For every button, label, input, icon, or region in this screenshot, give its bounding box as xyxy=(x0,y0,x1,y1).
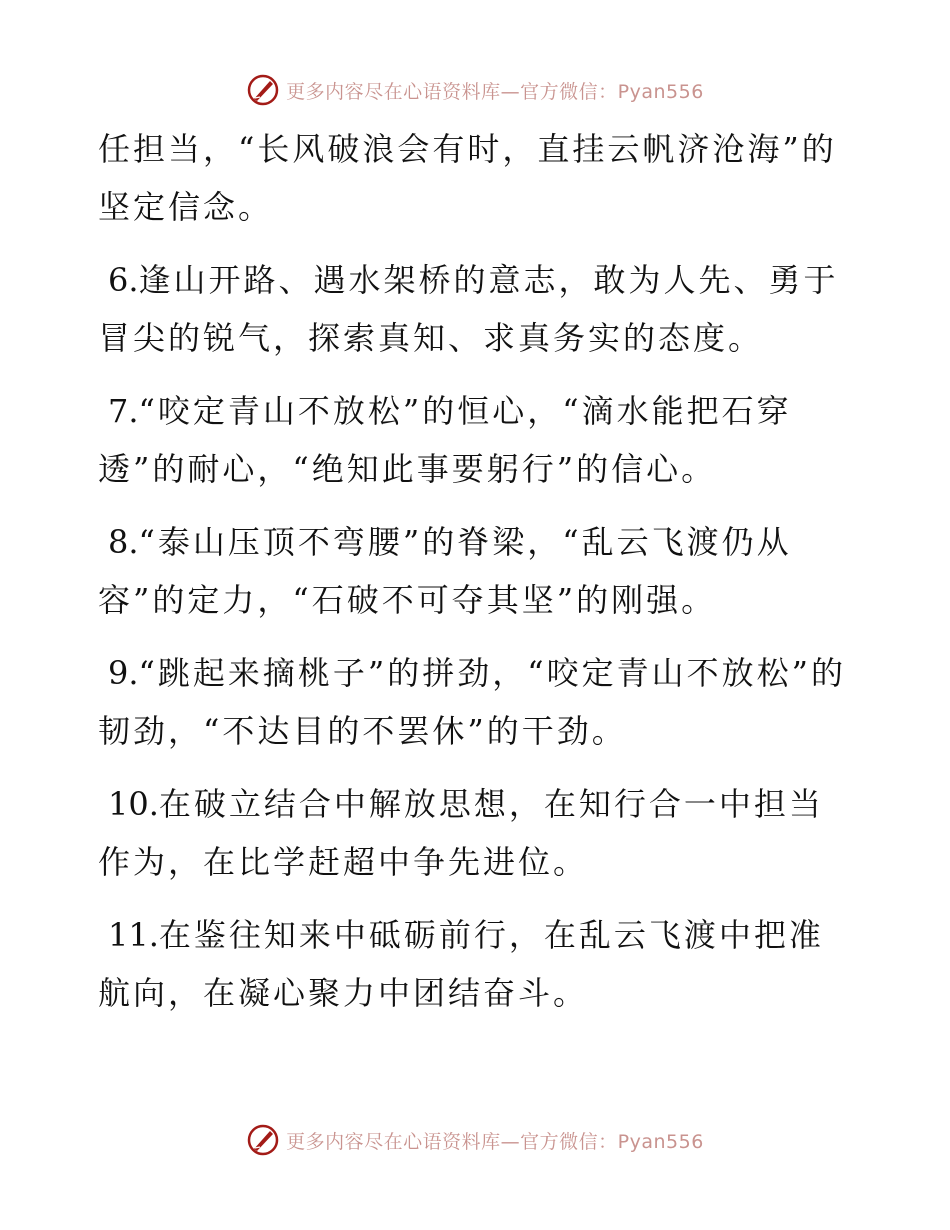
paragraph-10 xyxy=(98,775,858,891)
paragraph-number: 8. xyxy=(108,523,139,561)
paragraph-number: 11. xyxy=(108,916,159,954)
paragraph-text: 逢山开路、遇水架桥的意志，敢为人先、勇于冒尖的锐气，探索真知、求真务实的态度。 xyxy=(98,261,839,357)
paragraph-text: “泰山压顶不弯腰”的脊梁，“乱云飞渡仍从容”的定力，“石破不可夺其坚”的刚强。 xyxy=(98,523,792,619)
paragraph-continuation xyxy=(98,120,858,236)
header-watermark xyxy=(0,70,950,110)
paragraph-11 xyxy=(98,906,858,1022)
paragraph-number: 10. xyxy=(108,785,159,823)
footer-watermark-text: 更多内容尽在心语资料库—官方微信：Pyan556 xyxy=(286,1130,704,1153)
paragraph-text: “咬定青山不放松”的恒心，“滴水能把石穿透”的耐心，“绝知此事要躬行”的信心。 xyxy=(98,392,792,488)
paragraph-text: 任担当，“长风破浪会有时，直挂云帆济沧海”的坚定信念。 xyxy=(98,130,837,226)
document-body xyxy=(98,120,858,1037)
quill-logo-icon xyxy=(246,1123,280,1157)
footer-watermark xyxy=(0,1120,950,1160)
paragraph-8 xyxy=(98,513,858,629)
paragraph-number: 7. xyxy=(108,392,139,430)
paragraph-9 xyxy=(98,644,858,760)
quill-logo-icon xyxy=(246,73,280,107)
paragraph-7 xyxy=(98,382,858,498)
paragraph-text: “跳起来摘桃子”的拼劲，“咬定青山不放松”的韧劲，“不达目的不罢休”的干劲。 xyxy=(98,654,846,750)
paragraph-number: 9. xyxy=(108,654,139,692)
header-watermark-text: 更多内容尽在心语资料库—官方微信：Pyan556 xyxy=(286,80,704,103)
paragraph-text: 在破立结合中解放思想，在知行合一中担当作为，在比学赶超中争先进位。 xyxy=(98,785,824,881)
paragraph-6 xyxy=(98,251,858,367)
paragraph-number: 6. xyxy=(108,261,139,299)
paragraph-text: 在鉴往知来中砥砺前行，在乱云飞渡中把准航向，在凝心聚力中团结奋斗。 xyxy=(98,916,824,1012)
